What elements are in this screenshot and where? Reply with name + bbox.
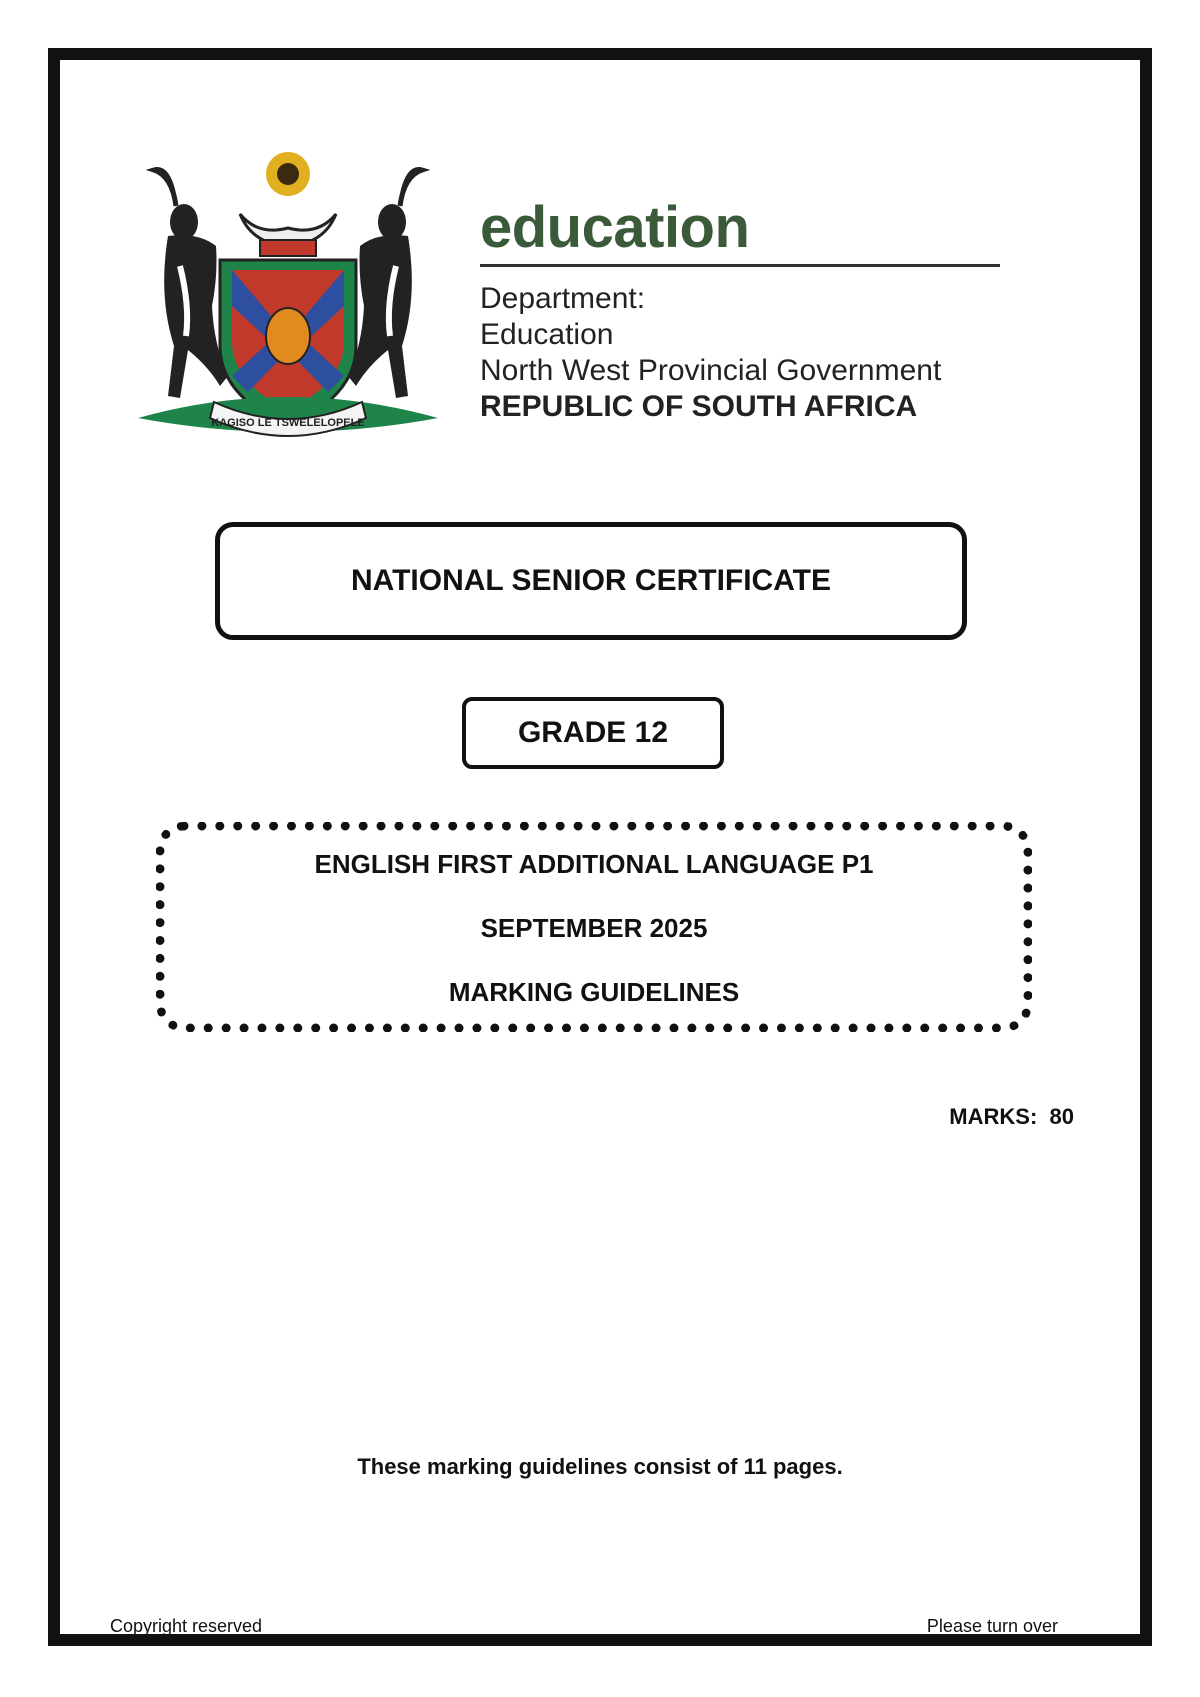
antelope-right-icon xyxy=(348,170,422,398)
footer-copyright: Copyright reserved xyxy=(110,1616,263,1636)
marks-value: 80 xyxy=(1049,1104,1074,1129)
country-name: REPUBLIC OF SOUTH AFRICA xyxy=(480,390,918,423)
certificate-title: NATIONAL SENIOR CERTIFICATE xyxy=(351,564,831,597)
exam-session: SEPTEMBER 2025 xyxy=(480,913,708,943)
footer-turn-over: Please turn over xyxy=(926,1616,1058,1636)
paper-title: ENGLISH FIRST ADDITIONAL LANGUAGE P1 xyxy=(314,849,874,879)
grade-box xyxy=(462,697,724,769)
marks-label: MARKS: xyxy=(949,1104,1038,1129)
coat-of-arms-icon xyxy=(128,136,448,456)
brand-divider xyxy=(480,264,1000,267)
page-count-note: These marking guidelines consist of 11 pages. xyxy=(357,1454,843,1479)
document-type: MARKING GUIDELINES xyxy=(448,977,740,1007)
crest-motto: KAGISO LE TSWELELOPELE xyxy=(211,417,365,429)
certificate-title-box xyxy=(215,522,967,640)
antelope-left-icon xyxy=(154,170,228,398)
brand-word: education xyxy=(480,195,750,260)
government-name: North West Provincial Government xyxy=(480,354,942,387)
marks-total xyxy=(949,1104,1074,1130)
department-label: Department: xyxy=(480,282,646,315)
sunflower-icon xyxy=(266,152,310,196)
grade-label: GRADE 12 xyxy=(517,716,669,749)
department-name: Education xyxy=(480,318,614,351)
subject-box xyxy=(156,822,1032,1032)
department-branding xyxy=(480,196,1000,425)
